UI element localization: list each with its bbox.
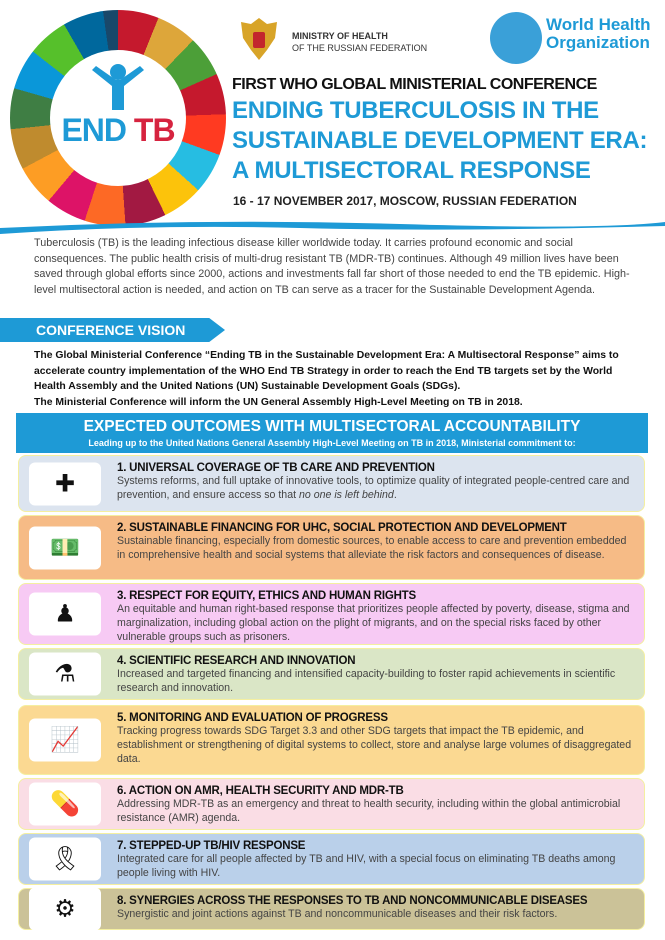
outcome-title: 6. ACTION ON AMR, HEALTH SECURITY AND MDR-TB <box>117 785 404 797</box>
lungs-ribbon-icon: 🎗 <box>29 838 101 881</box>
conference-label: FIRST WHO GLOBAL MINISTERIAL CONFERENCE <box>232 76 597 93</box>
page-title: ENDING TUBERCULOSIS IN THE SUSTAINABLE DEVELOPMENT ERA: A MULTISECTORAL RESPONSE <box>232 97 648 184</box>
wave-divider <box>0 218 665 234</box>
who-emblem-icon <box>490 12 542 64</box>
person-icon <box>90 62 146 112</box>
outcome-title: 7. STEPPED-UP TB/HIV RESPONSE <box>117 840 306 852</box>
ministry-name: MINISTRY OF HEALTH OF THE RUSSIAN FEDERATION <box>292 31 428 53</box>
outcome-title: 1. UNIVERSAL COVERAGE OF TB CARE AND PREVENTION <box>117 462 435 474</box>
outcome-item <box>18 515 645 580</box>
outcome-desc: Increased and targeted financing and intensified capacity-building to foster rapid achievements in scientific research and innovation. <box>117 668 616 694</box>
outcome-desc: An equitable and human right-based response that prioritizes people affected by poverty, disease, stigma and marginalization, including global action on the plight of migrants, and on the special risks faced by other vulnerable groups such as prisoners. <box>117 603 630 643</box>
outcome-item <box>18 455 645 512</box>
who-name: World Health Organization <box>546 15 651 52</box>
end-tb-logo-text: END TB <box>61 112 175 148</box>
outcome-title: 5. MONITORING AND EVALUATION OF PROGRESS <box>117 712 388 724</box>
outcome-title: 4. SCIENTIFIC RESEARCH AND INNOVATION <box>117 655 356 667</box>
outcome-item <box>18 888 645 930</box>
outcomes-banner <box>16 413 648 453</box>
trend-chart-icon: 📈 <box>29 719 101 762</box>
outcomes-heading: EXPECTED OUTCOMES WITH MULTISECTORAL ACCOUNTABILITY <box>83 418 581 435</box>
person-in-hand-icon: ♟ <box>29 593 101 636</box>
outcome-item <box>18 833 645 885</box>
outcome-item <box>18 778 645 830</box>
outcome-title: 8. SYNERGIES ACROSS THE RESPONSES TO TB AND NONCOMMUNICABLE DISEASES <box>117 895 588 907</box>
vision-label: CONFERENCE VISION <box>36 322 186 338</box>
money-icon: 💵 <box>29 526 101 569</box>
outcome-item <box>18 705 645 775</box>
event-date: 16 - 17 NOVEMBER 2017, MOSCOW, RUSSIAN FEDERATION <box>233 194 577 208</box>
pills-icon: 💊 <box>29 783 101 826</box>
gears-icon: ⚙ <box>29 888 101 931</box>
russian-emblem-icon <box>237 14 281 64</box>
outcome-desc: Sustainable financing, especially from domestic sources, to enable access to care and prevention embedded in comprehensive health and social systems that alleviate the risk factors and consequences of disease. <box>117 535 627 561</box>
outcome-item <box>18 583 645 645</box>
mortar-pestle-icon: ⚗ <box>29 653 101 696</box>
outcome-title: 3. RESPECT FOR EQUITY, ETHICS AND HUMAN RIGHTS <box>117 590 416 602</box>
outcome-desc: Addressing MDR-TB as an emergency and threat to health security, including within the global antimicrobial resistance (AMR) agenda. <box>117 798 621 824</box>
outcomes-subheading: Leading up to the United Nations General Assembly High-Level Meeting on TB in 2018, Ministerial commitment to: <box>88 438 576 448</box>
vision-text: The Global Ministerial Conference “Ending TB in the Sustainable Development Era: A Multisectoral Response” aims to accelerate country implementation of the WHO End TB Strategy in order to reach the End TB targets set by the World Health Assembly and the United Nations (UN) Sustainable Development Goals (SDGs). The Ministerial Conference will inform the UN General Assembly High-Level Meeting on TB in 2018. <box>34 350 619 408</box>
outcome-desc: Synergistic and joint actions against TB and noncommunicable diseases and their risk factors. <box>117 908 558 920</box>
outcome-desc: Integrated care for all people affected by TB and HIV, with a special focus on eliminating TB deaths among people living with HIV. <box>117 853 616 879</box>
outcome-desc: Systems reforms, and full uptake of innovative tools, to optimize quality of integrated people-centred care and prevention, and ensure access so that no one is left behind. <box>117 475 630 501</box>
outcome-desc: Tracking progress towards SDG Target 3.3 and other SDG targets that impact the TB epidemic, and establishment or strengthening of digital systems to collect, store and analyse large volumes of disaggregated data. <box>117 725 632 765</box>
outcome-title: 2. SUSTAINABLE FINANCING FOR UHC, SOCIAL PROTECTION AND DEVELOPMENT <box>117 522 567 534</box>
hands-cross-icon: ✚ <box>29 462 101 505</box>
intro-paragraph: Tuberculosis (TB) is the leading infectious disease killer worldwide today. It carries profound economic and social consequences. The public health crisis of multi-drug resistant TB (MDR-TB) continues. Although 49 million lives have been saved through global efforts since 2000, actions and investments fall far short of those needed to end the TB epidemic. High-level multisectoral action is needed, and action on TB can serve as a tracer for the Sustainable Development Agenda. <box>34 237 630 296</box>
outcome-item <box>18 648 645 700</box>
